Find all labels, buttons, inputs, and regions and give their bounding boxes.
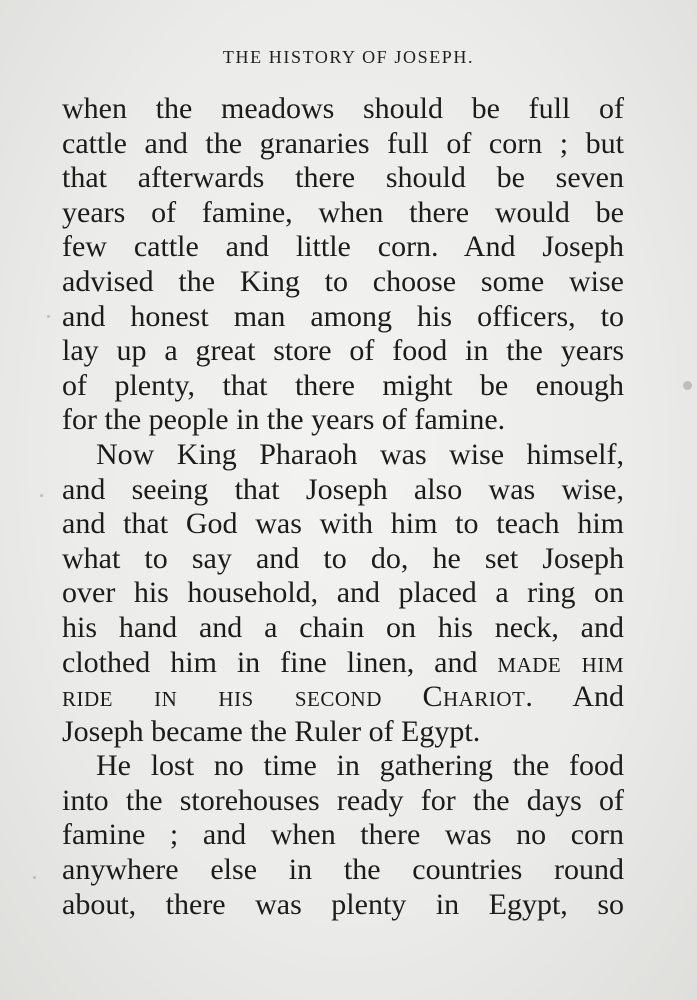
text-line: over his household, and placed a ring on [62,576,624,610]
text-segment: clothed him in fine linen, and [62,645,478,679]
text-line: and that God was with him to teach him [62,507,624,541]
text-line: cattle and the granaries full of corn ; but [62,126,624,160]
text-line: when the meadows should be full of [62,92,624,125]
text-line: what to say and to do, he set Joseph [62,541,624,575]
text-line [62,680,624,715]
text-line: that afterwards there should be seven [62,161,624,195]
text-line [62,646,624,681]
paragraph-start-line: Now King Pharaoh was wise himself, [96,437,624,471]
text-line: his hand and a chain on his neck, and [62,610,624,644]
paper-speck [47,315,50,318]
paper-speck [40,494,43,497]
small-caps-text: ride in his second [62,680,382,714]
text-line: about, there was plenty in Egypt, so [62,887,624,921]
paper-speck [33,876,36,879]
text-line: and honest man among his officers, to [62,299,624,333]
small-caps-text: made him [497,645,625,679]
small-caps-text: Chariot. [422,680,534,714]
paragraph-start-line: He lost no time in gathering the food [96,749,624,783]
running-head: THE HISTORY OF JOSEPH. [222,47,475,67]
text-line: of plenty, that there might be enough [62,368,624,402]
text-line: advised the King to choose some wise [62,264,624,298]
text-line: lay up a great store of food in the years [62,334,624,368]
text-line: years of famine, when there would be [62,195,624,229]
paper-speck [683,381,692,390]
text-line: Joseph became the Ruler of Egypt. [62,714,481,748]
text-line: famine ; and when there was no corn [62,818,624,852]
text-line: few cattle and little corn. And Joseph [62,230,624,264]
text-line: into the storehouses ready for the days of [62,783,624,817]
text-segment: And [572,680,624,714]
body-text [62,92,624,922]
text-line: for the people in the years of famine. [62,403,506,437]
text-line: and seeing that Joseph also was wise, [62,472,624,506]
text-line: anywhere else in the countries round [62,853,624,887]
